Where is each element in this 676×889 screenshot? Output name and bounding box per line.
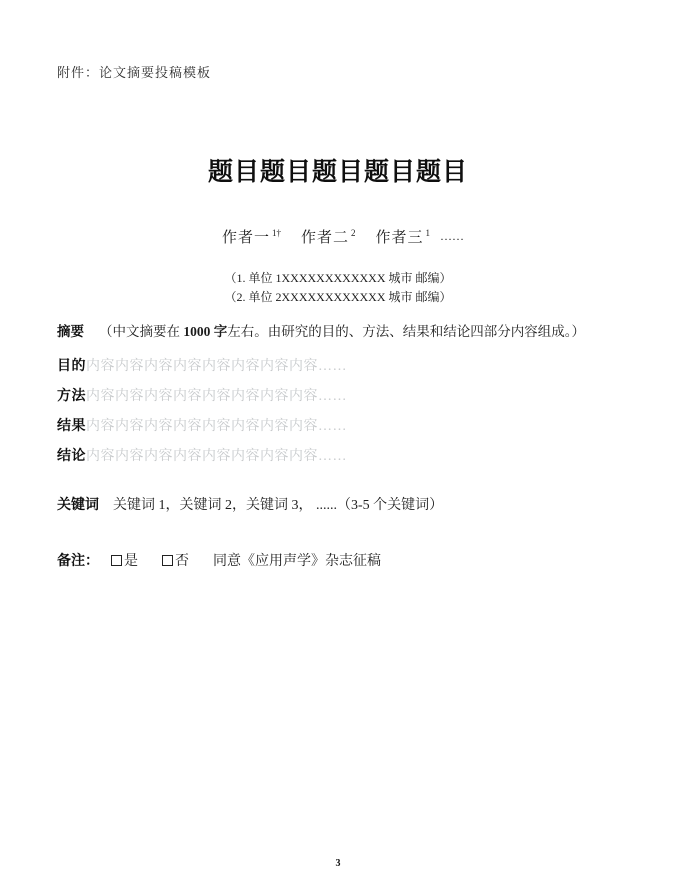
page-number: 3 (335, 858, 341, 869)
section-objective-placeholder: 内容内容内容内容内容内容内容内容…… (86, 359, 347, 374)
authors-line (0, 226, 676, 247)
section-methods (57, 385, 347, 405)
section-objective-label: 目的 (57, 357, 86, 373)
abstract-label: 摘要 (57, 324, 84, 339)
consent-no-option[interactable] (162, 554, 189, 569)
abstract-note-pre: （中文摘要在 (99, 324, 184, 339)
abstract-note-post: 左右。由研究的目的、方法、结果和结论四部分内容组成。） (227, 324, 585, 339)
keywords-label: 关键词 (57, 496, 99, 512)
keywords-line (57, 494, 443, 514)
checkbox-no-label: 否 (175, 554, 189, 569)
section-methods-placeholder: 内容内容内容内容内容内容内容内容…… (86, 389, 347, 404)
section-results (57, 415, 347, 435)
author-1-superscript: 1† (271, 228, 281, 238)
checkbox-yes[interactable] (111, 555, 122, 566)
section-conclusion (57, 445, 347, 465)
author-2 (301, 230, 356, 246)
author-3-superscript: 1 (425, 228, 431, 238)
checkbox-yes-label: 是 (124, 554, 138, 569)
abstract-line (57, 320, 646, 340)
author-2-superscript: 2 (351, 228, 356, 238)
attachment-note: 附件：论文摘要投稿模板 (57, 65, 212, 80)
author-2-name: 作者二 (300, 230, 349, 246)
section-methods-label: 方法 (57, 387, 86, 403)
consent-statement: 同意《应用声学》杂志征稿 (213, 554, 381, 569)
abstract-wordcount: 1000 字 (183, 324, 228, 339)
affiliation-1: （1. 单位 1XXXXXXXXXXXX 城市 邮编） (224, 271, 452, 285)
section-conclusion-label: 结论 (57, 447, 86, 463)
paper-title: 题目题目题目题目题目 (207, 158, 468, 186)
author-1-name: 作者一 (221, 230, 270, 246)
affiliation-2: （2. 单位 2XXXXXXXXXXXX 城市 邮编） (224, 290, 452, 304)
section-results-label: 结果 (57, 417, 86, 433)
remarks-label: 备注： (57, 552, 99, 568)
section-results-placeholder: 内容内容内容内容内容内容内容内容…… (86, 419, 347, 434)
author-3-name: 作者三 (375, 230, 424, 246)
consent-yes-option[interactable] (111, 554, 138, 569)
authors-ellipsis: …… (440, 229, 465, 243)
keywords-value: 关键词 1，关键词 2，关键词 3， ......（3-5 个关键词） (113, 498, 444, 513)
author-3 (376, 230, 431, 246)
author-1 (222, 230, 281, 246)
remarks-line (57, 550, 381, 570)
section-conclusion-placeholder: 内容内容内容内容内容内容内容内容…… (86, 449, 347, 464)
checkbox-no[interactable] (162, 555, 173, 566)
section-objective (57, 355, 347, 375)
affiliations-block (0, 269, 676, 307)
